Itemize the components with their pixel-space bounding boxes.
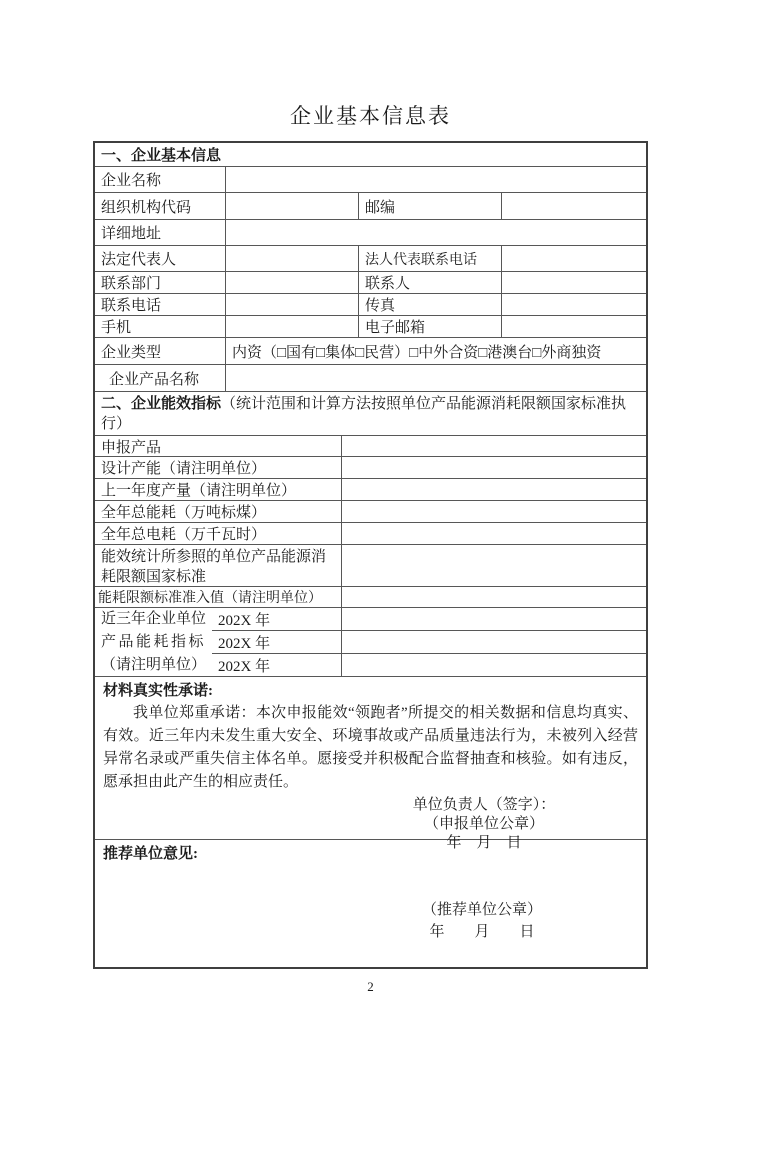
section2-header: [95, 392, 646, 435]
commitment-date-line: 年 月 日: [446, 835, 522, 851]
mobile-value: [225, 316, 358, 337]
company-type-row: [95, 337, 646, 364]
product-name-value: [225, 365, 646, 391]
product-name-row: [95, 364, 646, 391]
commitment-row: [95, 676, 646, 851]
recommendation-row: [95, 839, 646, 967]
contact-dept-label: 联系部门: [101, 276, 162, 292]
product-name-label: 企业产品名称: [109, 371, 200, 388]
recommendation-cell: [95, 840, 646, 967]
address-row: [95, 219, 646, 245]
prev-year-output-row: [95, 478, 646, 500]
annual-energy-row: [95, 500, 646, 522]
form-table: [93, 141, 648, 969]
annual-energy-label: 全年总能耗（万吨标煤）: [101, 505, 267, 521]
legal-rep-label: 法定代表人: [101, 252, 177, 268]
org-code-row: [95, 192, 646, 219]
section2-header-row: [95, 391, 646, 435]
section1-header-row: [95, 143, 646, 166]
org-code-label: 组织机构代码: [101, 199, 192, 216]
year-row-2: [212, 630, 646, 653]
recommendation-heading: 推荐单位意见:: [103, 846, 198, 862]
standard-reference-label-text: 能效统计所参照的单位产品能源消耗限额国家标准: [101, 548, 327, 585]
commitment-heading: 材料真实性承诺:: [103, 683, 213, 699]
annual-electricity-row: [95, 522, 646, 544]
prev-year-output-value: [341, 479, 646, 500]
entry-value-label: 能耗限额标准准入值（请注明单位）: [98, 591, 322, 606]
section2-header-lead: 二、企业能效指标: [101, 396, 222, 412]
declared-product-value: [341, 436, 646, 456]
section1-header: 一、企业基本信息: [101, 148, 222, 164]
three-year-subtable: [212, 608, 646, 676]
three-year-label-line2: 产品能耗指标: [101, 633, 207, 650]
contact-phone-label: 联系电话: [101, 298, 162, 314]
declared-product-label: 申报产品: [101, 439, 162, 456]
standard-reference-value: [341, 545, 646, 586]
annual-electricity-label: 全年总电耗（万千瓦时）: [101, 527, 267, 543]
contact-dept-value: [225, 272, 358, 293]
recommendation-stamp-block: [397, 899, 567, 943]
legal-rep-phone-value: [501, 246, 646, 271]
fax-label: 传真: [358, 294, 501, 315]
commitment-body: 我单位郑重承诺：本次申报能效“领跑者”所提交的相关数据和信息均真实、有效。近三年内未发生重大安全、环境事故或产品质量违法行为，未被列入经营异常名录或严重失信主体名单。愿接受并积极配合监督抽查和核验。如有违反，愿承担由此产生的相应责任。: [103, 705, 638, 790]
prev-year-output-label: 上一年度产量（请注明单位）: [101, 483, 297, 499]
email-value: [501, 316, 646, 337]
mobile-label: 手机: [101, 320, 132, 336]
legal-rep-value: [225, 246, 358, 271]
company-name-label: 企业名称: [101, 173, 162, 189]
commitment-cell: [95, 677, 646, 851]
standard-reference-row: [95, 544, 646, 586]
declared-product-row: [95, 435, 646, 456]
year-3-label: 202X 年: [218, 658, 271, 675]
fax-value: [501, 294, 646, 315]
contact-dept-row: [95, 271, 646, 293]
year-row-3: [212, 653, 646, 676]
address-value: [225, 220, 646, 245]
commitment-signer-line: 单位负责人（签字）：: [412, 797, 556, 813]
three-year-label-line1: 近三年企业单位: [101, 610, 207, 627]
contact-phone-value: [225, 294, 358, 315]
address-label: 详细地址: [101, 226, 162, 242]
email-label: 电子邮箱: [358, 316, 501, 337]
year-row-1: [212, 608, 646, 630]
three-year-indicator-label: [95, 608, 212, 676]
company-type-options: 内资（□国有□集体□民营）□中外合资□港澳台□外商独资: [225, 338, 646, 364]
design-capacity-value: [341, 457, 646, 478]
contact-person-label: 联系人: [358, 272, 501, 293]
postal-code-value: [501, 193, 646, 219]
legal-rep-phone-label: 法人代表联系电话: [358, 246, 501, 271]
page-number: 2: [367, 979, 374, 994]
design-capacity-label: 设计产能（请注明单位）: [101, 461, 267, 477]
company-type-label: 企业类型: [101, 344, 162, 361]
mobile-row: [95, 315, 646, 337]
recommendation-date-line: 年 月 日: [429, 924, 535, 940]
design-capacity-row: [95, 456, 646, 478]
three-year-indicator-row: [95, 607, 646, 676]
entry-value-row: [95, 586, 646, 607]
standard-reference-label: [95, 545, 341, 586]
company-name-value: [225, 167, 646, 192]
contact-person-value: [501, 272, 646, 293]
three-year-label-line3: （请注明单位）: [101, 656, 207, 673]
annual-electricity-value: [341, 523, 646, 544]
company-name-row: [95, 166, 646, 192]
year-2-value: [341, 631, 646, 653]
entry-value-value: [341, 587, 646, 607]
contact-phone-row: [95, 293, 646, 315]
year-3-value: [341, 654, 646, 676]
postal-code-label: 邮编: [358, 193, 501, 219]
org-code-value: [225, 193, 358, 219]
year-1-label: 202X 年: [218, 612, 271, 629]
year-1-value: [341, 608, 646, 630]
annual-energy-value: [341, 501, 646, 522]
recommendation-seal-line: （推荐单位公章）: [421, 902, 542, 918]
commitment-seal-line: （申报单位公章）: [423, 816, 544, 832]
year-2-label: 202X 年: [218, 635, 271, 652]
legal-rep-row: [95, 245, 646, 271]
section2-header-note: （统计范围和计算方法按照单位产品能源消耗限额国家标准执行）: [101, 396, 627, 432]
page-title: 企业基本信息表: [290, 104, 451, 128]
